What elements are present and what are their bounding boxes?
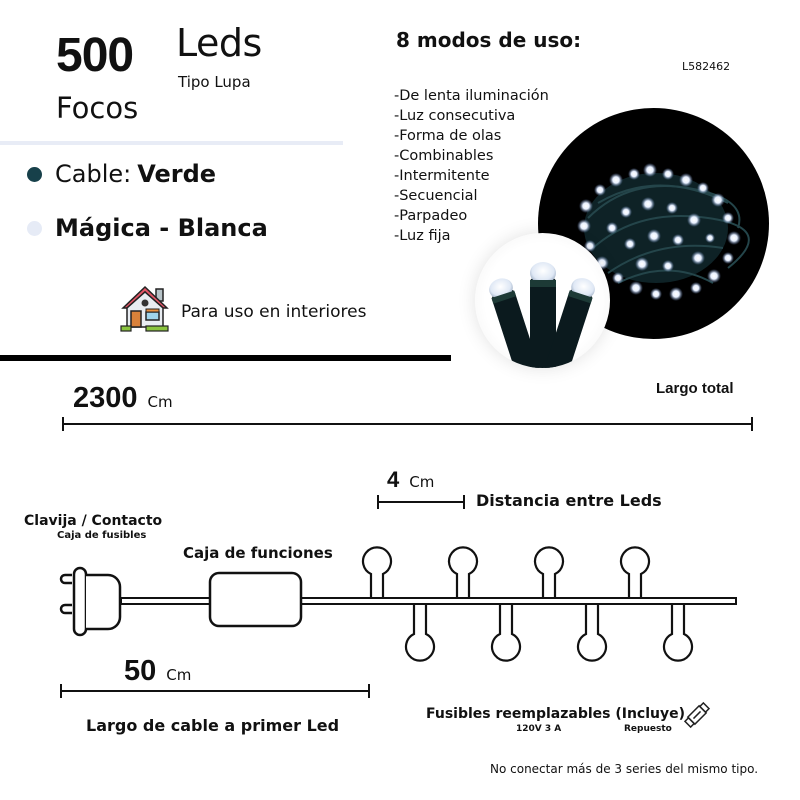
wiring-diagram (0, 530, 800, 670)
cable-value: Verde (137, 160, 217, 188)
mode-item: -Intermitente (394, 168, 490, 184)
total-length-value: 2300 (73, 382, 138, 414)
control-box-icon (210, 573, 301, 626)
mode-item: -Parpadeo (394, 208, 468, 224)
usage-note (118, 283, 366, 341)
cable-spec (27, 160, 216, 188)
plug-sublabel: Caja de fusibles (57, 530, 147, 541)
total-length-ruler (62, 423, 753, 425)
modes-list (394, 86, 549, 246)
lead-length (124, 653, 191, 688)
light-spec (27, 214, 268, 242)
led-spacing (387, 467, 434, 493)
light-type: Mágica - Blanca (55, 214, 268, 242)
fuse-title: Fusibles reemplazables (Incluye) (426, 706, 686, 722)
total-length-unit: Cm (147, 393, 173, 411)
house-icon (118, 283, 172, 341)
unit-label: Focos (56, 91, 139, 125)
total-length-label: Largo total (656, 380, 734, 397)
led-count: 500 (56, 29, 134, 82)
mode-item: -Secuencial (394, 188, 478, 204)
mode-item: -Luz consecutiva (394, 108, 516, 124)
led-bulb-icon (363, 547, 649, 597)
cable-label: Cable: (55, 160, 132, 188)
cable-color-swatch-icon (27, 167, 42, 182)
plug-label: Clavija / Contacto (24, 513, 163, 529)
control-box-label: Caja de funciones (183, 544, 333, 562)
led-bulb-icon (406, 605, 692, 661)
led-spacing-ruler (377, 501, 465, 503)
mode-item: -Combinables (394, 148, 494, 164)
lead-length-unit: Cm (166, 666, 192, 684)
light-color-swatch-icon (27, 221, 42, 236)
product-type: Tipo Lupa (178, 73, 251, 91)
sku-code: L582462 (682, 60, 731, 73)
warning-note: No conectar más de 3 series del mismo tipo. (490, 762, 759, 776)
plug-prong-icon (61, 605, 72, 613)
usage-text: Para uso en interiores (181, 302, 367, 322)
fuse-rating: 120V 3 A (516, 724, 562, 734)
led-spacing-label: Distancia entre Leds (476, 491, 662, 510)
lead-length-ruler (60, 690, 370, 692)
mode-item: -Forma de olas (394, 128, 502, 144)
led-spacing-value: 4 (387, 467, 400, 492)
led-closeup-photo (475, 233, 610, 368)
modes-title: 8 modos de uso: (396, 28, 582, 52)
fuse-icon (682, 700, 712, 734)
mode-item: -De lenta iluminación (394, 88, 549, 104)
fuse-spare: Repuesto (624, 724, 672, 734)
plug-icon (74, 568, 86, 635)
led-spacing-unit: Cm (409, 473, 435, 491)
section-divider (0, 355, 451, 361)
plug-prong-icon (61, 575, 72, 583)
lead-length-value: 50 (124, 655, 157, 687)
total-length (73, 380, 173, 415)
product-title: Leds (176, 21, 262, 65)
header-divider (0, 141, 343, 145)
lead-length-label: Largo de cable a primer Led (86, 716, 340, 735)
mode-item: -Luz fija (394, 228, 451, 244)
